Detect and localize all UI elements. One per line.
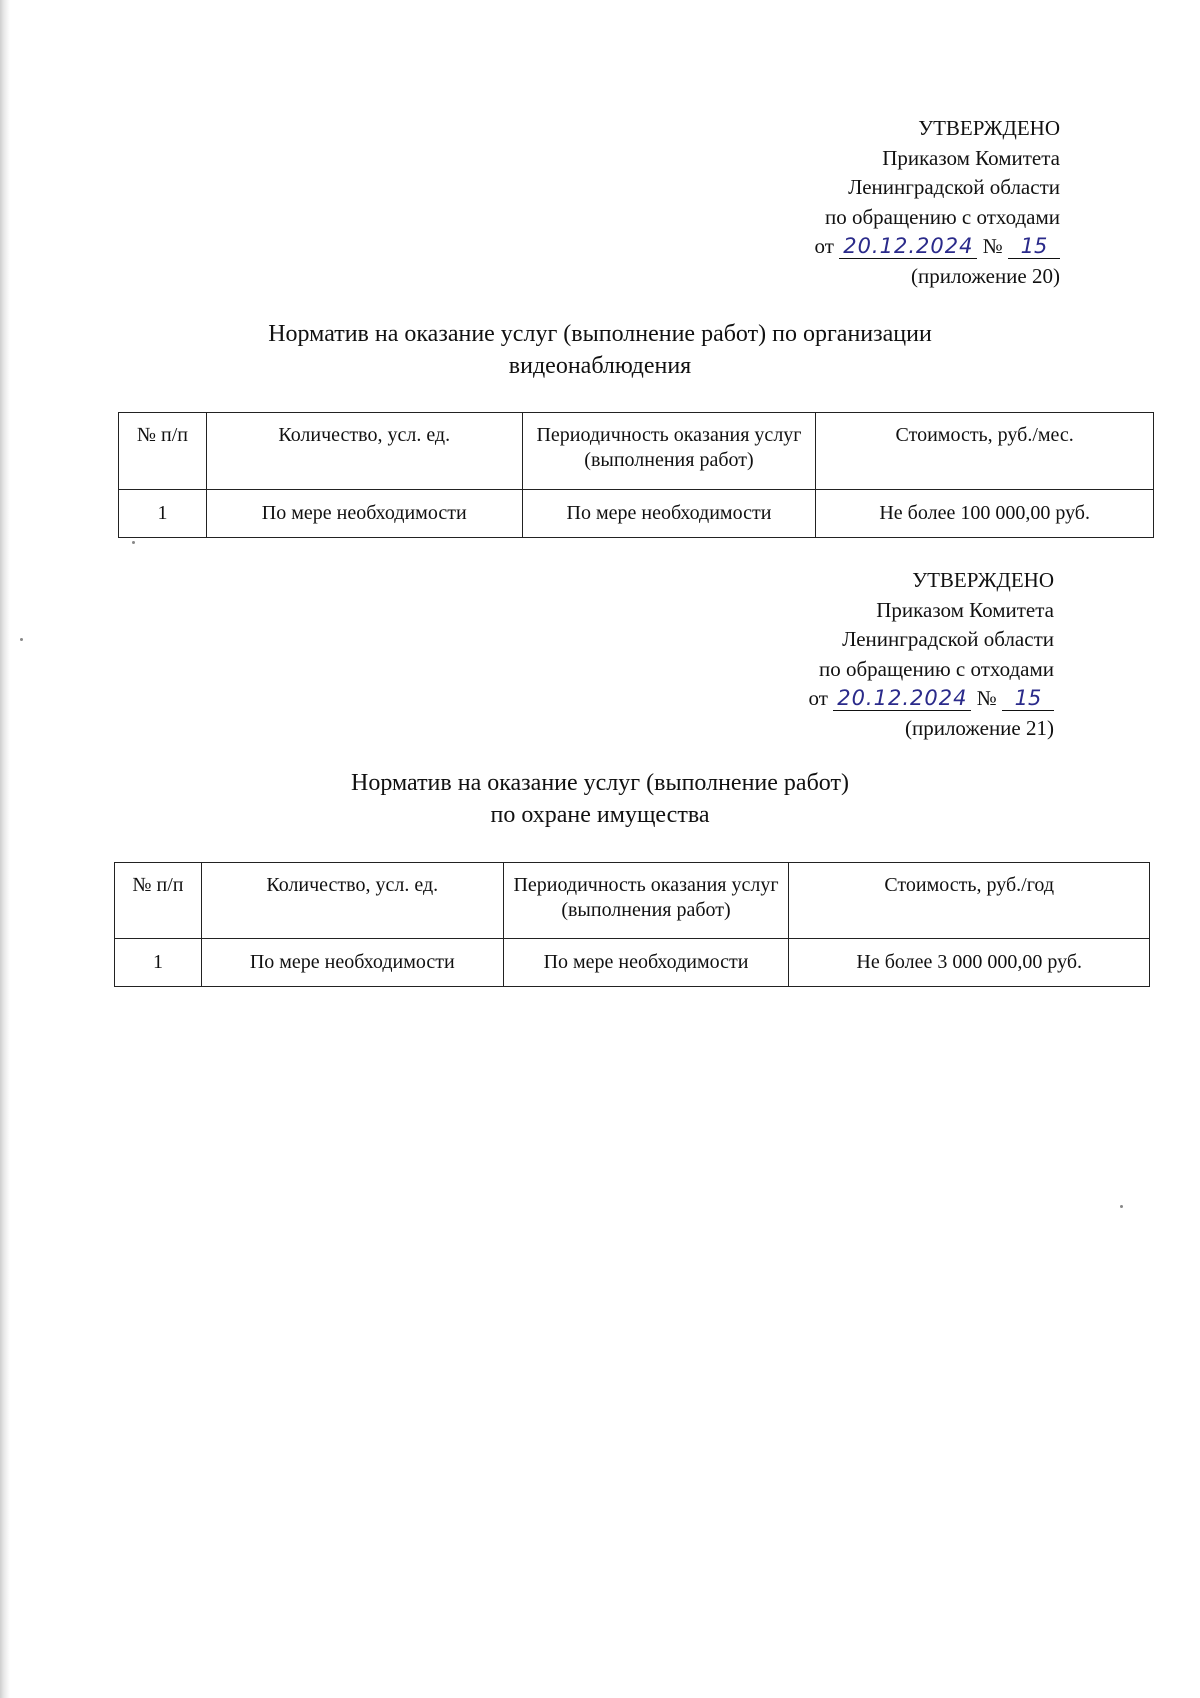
approval-date-line [809, 684, 1054, 714]
scan-speck [20, 638, 23, 641]
handwritten-date: 20.12.2024 [833, 686, 971, 711]
cell-periodicity: По мере необходимости [503, 939, 789, 987]
header-cell-periodicity: Периодичность оказания услуг (выполнения работ) [503, 863, 789, 939]
title-line-2: по охране имущества [490, 802, 710, 828]
header-cell-quantity: Количество, усл. ед. [201, 863, 503, 939]
date-prefix: от [808, 686, 828, 710]
handwritten-date: 20.12.2024 [839, 234, 977, 259]
cell-number: 1 [115, 939, 202, 987]
title-line-1: Норматив на оказание услуг (выполнение работ) [351, 770, 849, 796]
approval-line-region: Ленинградской области [848, 175, 1060, 199]
approval-block-appendix-21 [809, 566, 1054, 743]
header-cell-number: № п/п [119, 413, 207, 490]
scan-edge [0, 0, 10, 1698]
header-cell-cost: Стоимость, руб./мес. [816, 413, 1154, 490]
cell-cost: Не более 3 000 000,00 руб. [789, 939, 1150, 987]
norm-title-property-protection [100, 767, 1100, 831]
number-sign: № [976, 686, 997, 710]
title-line-1: Норматив на оказание услуг (выполнение работ) по организации [268, 321, 932, 347]
cell-number: 1 [119, 490, 207, 538]
approval-line-order: Приказом Комитета [882, 145, 1060, 170]
header-cell-quantity: Количество, усл. ед. [206, 413, 522, 490]
header-cell-cost: Стоимость, руб./год [789, 863, 1150, 939]
date-prefix: от [814, 234, 834, 258]
cell-quantity: По мере необходимости [201, 939, 503, 987]
approved-heading: УТВЕРЖДЕНО [918, 116, 1060, 140]
approval-block-appendix-20 [815, 114, 1060, 291]
cell-cost: Не более 100 000,00 руб. [816, 490, 1154, 538]
approval-line-region: Ленинградской области [842, 627, 1054, 651]
header-cell-number: № п/п [115, 863, 202, 939]
approval-line-waste: по обращению с отходами [825, 204, 1060, 229]
cell-quantity: По мере необходимости [206, 490, 522, 538]
approval-line-waste: по обращению с отходами [819, 656, 1054, 681]
title-line-2: видеонаблюдения [508, 353, 692, 379]
approval-line-order: Приказом Комитета [876, 597, 1054, 622]
norm-table-video-surveillance [118, 412, 1154, 538]
table-header-row [115, 863, 1150, 939]
table-header-row [119, 413, 1154, 490]
scan-speck [1120, 1205, 1123, 1208]
table-row [115, 939, 1150, 987]
norm-table-property-protection [114, 862, 1150, 987]
cell-periodicity: По мере необходимости [522, 490, 816, 538]
appendix-label: (приложение 20) [910, 263, 1060, 288]
table-row [119, 490, 1154, 538]
number-sign: № [982, 234, 1003, 258]
scan-speck [132, 541, 135, 544]
appendix-label: (приложение 21) [904, 715, 1054, 740]
norm-title-video-surveillance [100, 318, 1100, 382]
handwritten-number: 15 [1002, 686, 1054, 711]
approved-heading: УТВЕРЖДЕНО [912, 568, 1054, 592]
header-cell-periodicity: Периодичность оказания услуг (выполнения работ) [522, 413, 816, 490]
handwritten-number: 15 [1008, 234, 1060, 259]
approval-date-line [815, 232, 1060, 262]
